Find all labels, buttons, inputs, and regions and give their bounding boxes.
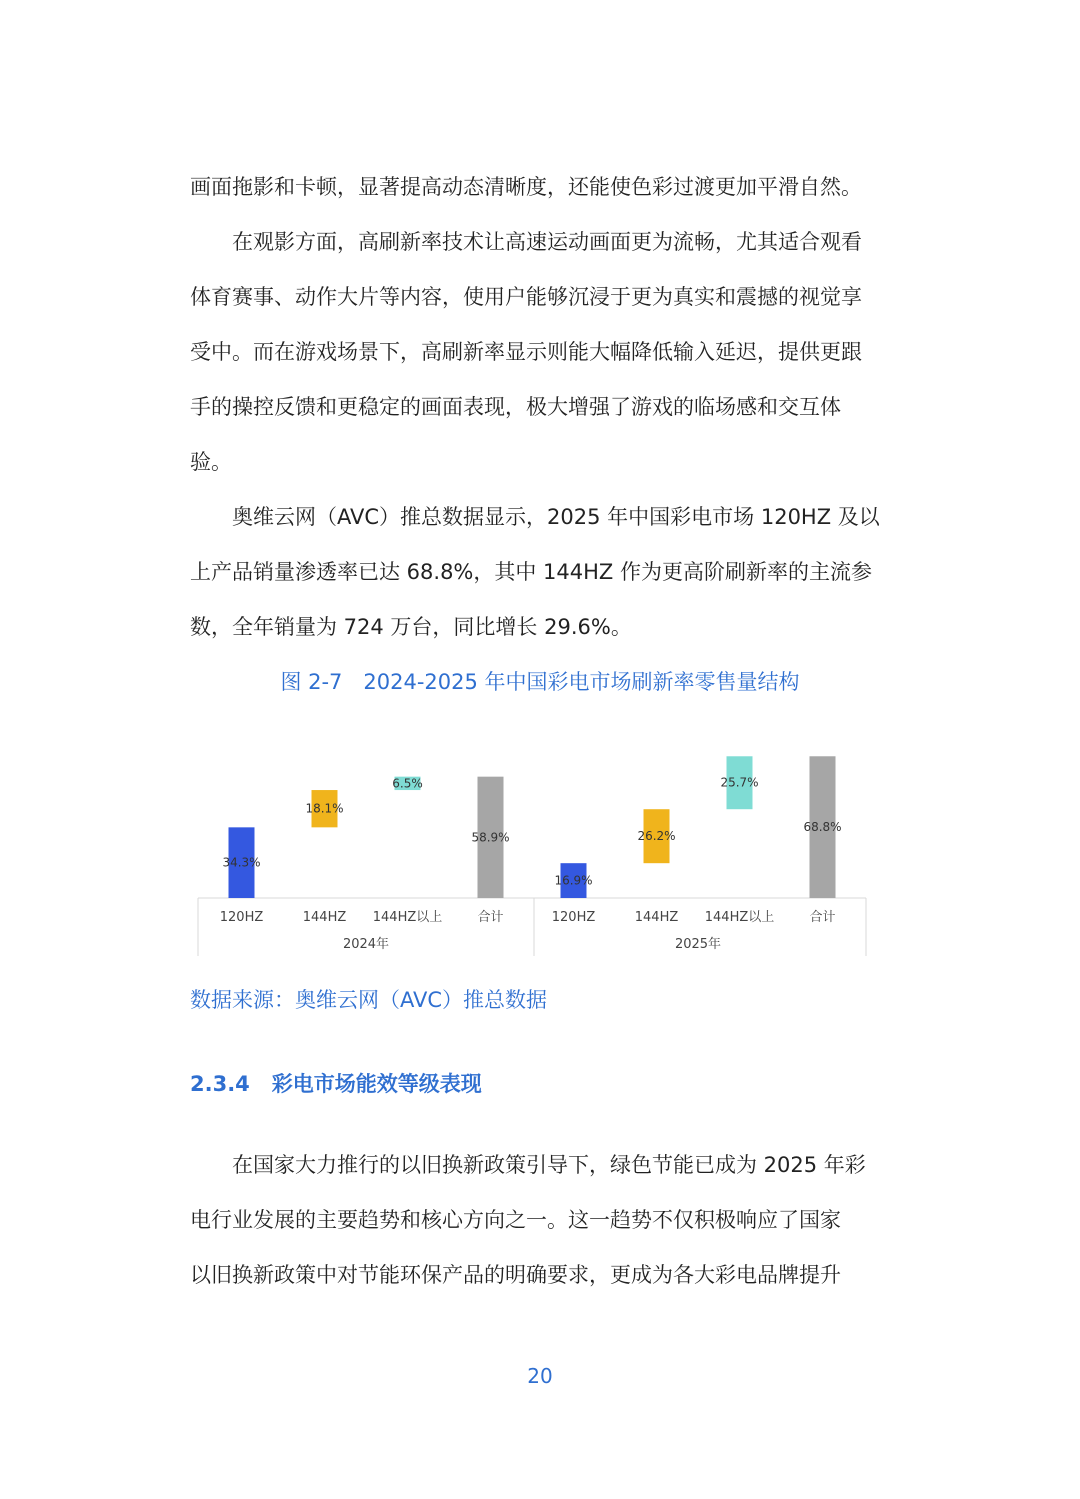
data-label: 34.3% [222,855,261,870]
category-tick-label: 120HZ [219,910,264,925]
paragraph-1 [190,160,890,215]
text-line: 画面拖影和卡顿，显著提高动态清晰度，还能使色彩过渡更加平滑自然。 [190,175,862,199]
data-label: 16.9% [554,873,593,888]
data-source: 数据来源：奥维云网（AVC）推总数据 [190,988,548,1012]
section-title: 彩电市场能效等级表现 [271,1072,482,1096]
text-line: 手的操控反馈和更稳定的画面表现，极大增强了游戏的临场感和交互体 [190,395,841,419]
section-number: 2.3.4 [190,1072,250,1096]
refresh-rate-chart [190,730,870,965]
text-line: 在观影方面，高刷新率技术让高速运动画面更为流畅，尤其适合观看 [232,230,862,254]
text-line: 体育赛事、动作大片等内容，使用户能够沉浸于更为真实和震撼的视觉享 [190,285,862,309]
group-label: 2024年 [342,937,390,952]
paragraph-4 [190,1138,890,1303]
category-tick-label: 合计 [809,910,836,925]
text-line: 上产品销量渗透率已达 68.8%，其中 144HZ 作为更高阶刷新率的主流参 [190,560,872,584]
page-number: 20 [527,1364,553,1388]
category-tick-label: 144HZ [634,910,679,925]
category-tick-label: 120HZ [551,910,596,925]
text-line: 以旧换新政策中对节能环保产品的明确要求，更成为各大彩电品牌提升 [190,1263,841,1287]
data-label: 26.2% [637,829,676,844]
text-line: 奥维云网（AVC）推总数据显示，2025 年中国彩电市场 120HZ 及以 [232,505,880,529]
paragraph-2 [190,215,890,490]
paragraph-3 [190,490,890,655]
data-label: 18.1% [305,801,344,816]
data-label: 25.7% [720,775,759,790]
text-line: 电行业发展的主要趋势和核心方向之一。这一趋势不仅积极响应了国家 [190,1208,841,1232]
data-label: 68.8% [803,820,842,835]
data-label: 6.5% [392,776,423,791]
text-line: 在国家大力推行的以旧换新政策引导下，绿色节能已成为 2025 年彩 [232,1153,866,1177]
text-line: 数，全年销量为 724 万台，同比增长 29.6%。 [190,615,632,639]
text-line: 受中。而在游戏场景下，高刷新率显示则能大幅降低输入延迟，提供更跟 [190,340,862,364]
category-tick-label: 144HZ以上 [372,910,443,925]
text-line: 验。 [190,450,232,474]
data-label: 58.9% [471,830,510,845]
category-tick-label: 144HZ [302,910,347,925]
section-heading [190,1068,482,1098]
group-label: 2025年 [674,937,722,952]
category-tick-label: 合计 [477,910,504,925]
figure-caption: 图 2-7 2024-2025 年中国彩电市场刷新率零售量结构 [280,670,800,694]
category-tick-label: 144HZ以上 [704,910,775,925]
